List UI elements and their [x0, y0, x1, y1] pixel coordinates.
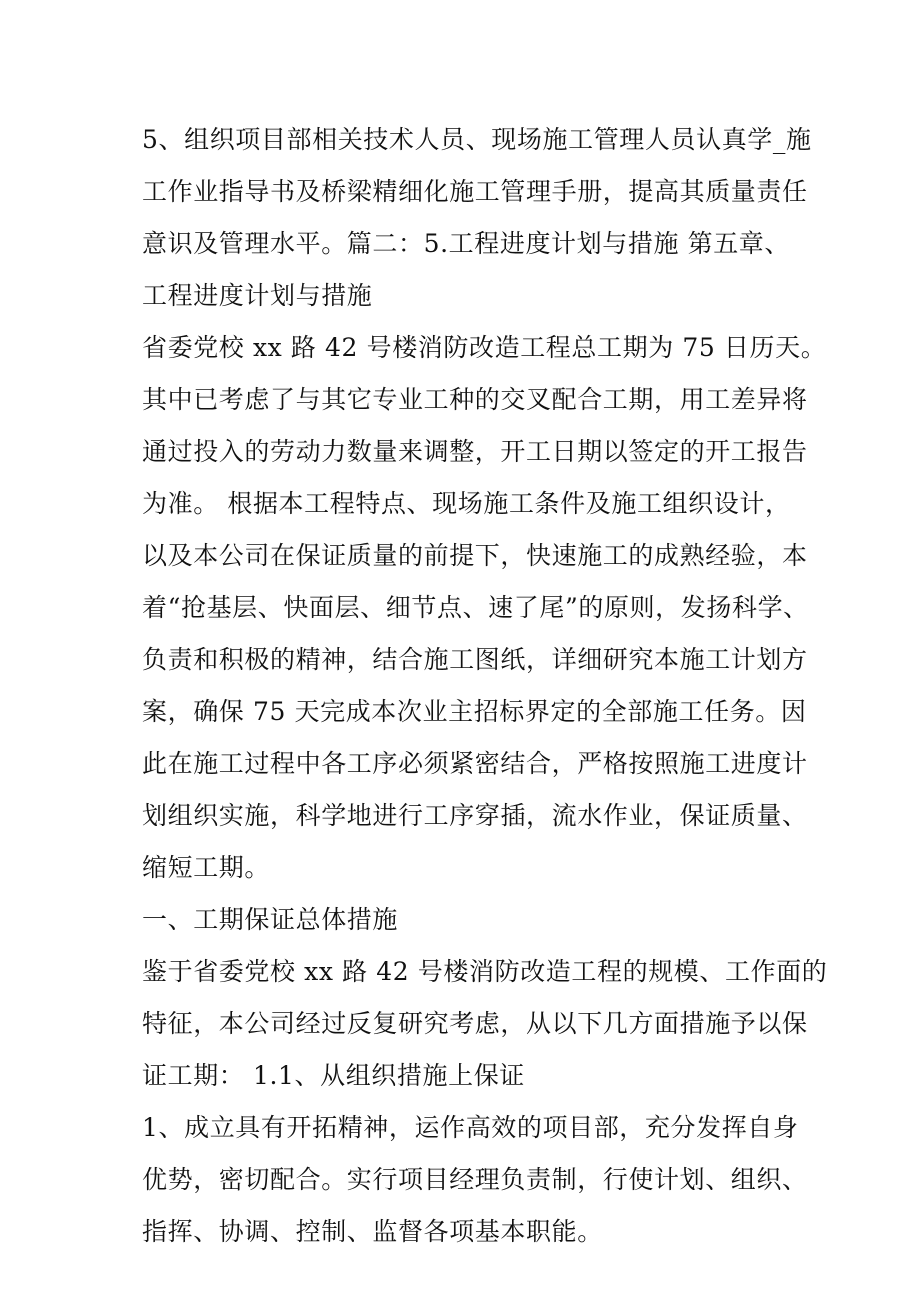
text-line: 省委党校 xx 路 42 号楼消防改造工程总工期为 75 日历天。	[142, 333, 827, 362]
text-line: 着“抢基层、快面层、细节点、速了尾”的原则，发扬科学、	[142, 593, 809, 622]
section-heading: 工程进度计划与措施	[142, 281, 373, 310]
text-line: 通过投入的劳动力数量来调整，开工日期以签定的开工报告	[142, 437, 808, 466]
text-line: 其中已考虑了与其它专业工种的交叉配合工期，用工差异将	[142, 385, 808, 414]
text-line: 优势，密切配合。实行项目经理负责制，行使计划、组织、	[142, 1165, 808, 1194]
text-line: 划组织实施，科学地进行工序穿插，流水作业，保证质量、	[142, 801, 808, 830]
text-line: 指挥、协调、控制、监督各项基本职能。	[142, 1217, 603, 1246]
text-line: 鉴于省委党校 xx 路 42 号楼消防改造工程的规模、工作面的	[142, 957, 828, 986]
text-line: 特征，本公司经过反复研究考虑，从以下几方面措施予以保	[142, 1009, 808, 1038]
text-line: 1、成立具有开拓精神，运作高效的项目部，充分发挥自身	[142, 1113, 799, 1142]
text-line: 证工期： 1.1、从组织措施上保证	[142, 1061, 525, 1090]
text-line: 此在施工过程中各工序必须紧密结合，严格按照施工进度计	[142, 749, 808, 778]
text-line: 案，确保 75 天完成本次业主招标界定的全部施工任务。因	[142, 697, 807, 726]
text-line: 缩短工期。	[142, 853, 271, 882]
text-line: 5、组织项目部相关技术人员、现场施工管理人员认真学_施	[142, 125, 812, 154]
document-body	[142, 120, 828, 1264]
text-line: 工作业指导书及桥梁精细化施工管理手册，提高其质量责任	[142, 177, 808, 206]
section-heading: 一、工期保证总体措施	[142, 905, 399, 934]
text-line: 负责和积极的精神，结合施工图纸，详细研究本施工计划方	[142, 645, 808, 674]
text-line: 为准。 根据本工程特点、现场施工条件及施工组织设计，	[142, 489, 791, 518]
text-line: 意识及管理水平。篇二：5.工程进度计划与措施 第五章、	[142, 229, 791, 258]
text-line: 以及本公司在保证质量的前提下，快速施工的成熟经验，本	[142, 541, 808, 570]
